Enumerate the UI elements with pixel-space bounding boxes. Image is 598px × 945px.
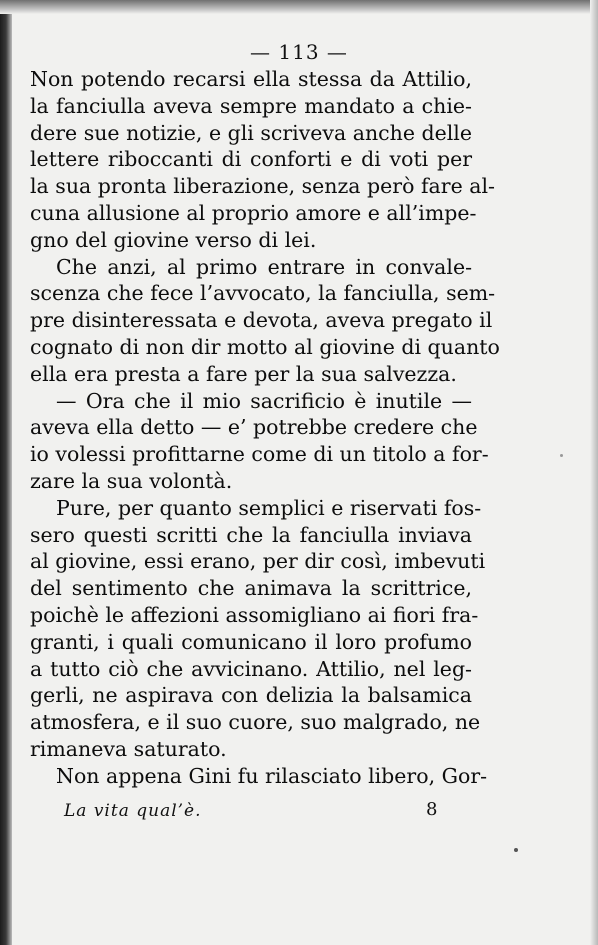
text-line: Non potendo recarsi ella stessa da Attilio,: [30, 67, 472, 91]
text-line: lettere riboccanti di conforti e di voti per: [30, 147, 472, 172]
signature-mark: 8: [426, 799, 438, 820]
text-line: la fanciulla aveva sempre mandato a chie-: [30, 93, 472, 118]
text-line: Pure, per quanto semplici e riservati fos-: [56, 495, 482, 520]
text-line: aveva ella detto — e’ potrebbe credere che: [30, 415, 478, 440]
page-number: — 113 —: [250, 40, 348, 64]
text-line: cuna allusione al proprio amore e all’impe-: [30, 200, 477, 225]
text-line: rimaneva saturato.: [30, 736, 227, 761]
text-line: poichè le affezioni assomigliano ai fiori fra-: [30, 602, 479, 627]
page-top-edge: [0, 0, 598, 14]
body-text: [30, 66, 500, 790]
text-line: pre disinteressata e devota, aveva pregato il: [30, 308, 493, 333]
text-line: a tutto ciò che avvicinano. Attilio, nel leg-: [30, 656, 472, 681]
text-line: — Ora che il mio sacrificio è inutile —: [56, 388, 472, 413]
paper-speck: [514, 848, 518, 852]
text-line: Non appena Gini fu rilasciato libero, Gor-: [56, 763, 488, 788]
text-line: gerli, ne aspirava con delizia la balsamica: [30, 683, 472, 708]
text-line: ella era presta a fare per la sua salvezza.: [30, 361, 457, 386]
paper-speck: [560, 454, 563, 457]
text-line: zare la sua volontà.: [30, 468, 233, 493]
text-line: atmosfera, e il suo cuore, suo malgrado, ne: [30, 710, 481, 735]
page-right-edge: [590, 0, 598, 945]
text-line: cognato di non dir motto al giovine di quanto: [30, 334, 500, 359]
text-line: dere sue notizie, e gli scriveva anche delle: [30, 120, 472, 145]
text-line: granti, i quali comunicano il loro profumo: [30, 629, 472, 654]
text-line: scenza che fece l’avvocato, la fanciulla, sem-: [30, 281, 496, 306]
text-line: del sentimento che animava la scrittrice,: [30, 576, 472, 601]
text-line: Che anzi, al primo entrare in convale-: [56, 254, 472, 279]
text-line: io volessi profittarne come di un titolo a for-: [30, 442, 489, 467]
book-spine-shadow: [0, 0, 12, 945]
text-line: la sua pronta liberazione, senza però fare al-: [30, 174, 495, 199]
text-line: sero questi scritti che la fanciulla inviava: [30, 522, 472, 547]
running-title: La vita qual’è.: [64, 801, 202, 821]
text-line: gno del giovine verso di lei.: [30, 227, 317, 252]
text-line: al giovine, essi erano, per dir così, imbevuti: [30, 549, 486, 574]
